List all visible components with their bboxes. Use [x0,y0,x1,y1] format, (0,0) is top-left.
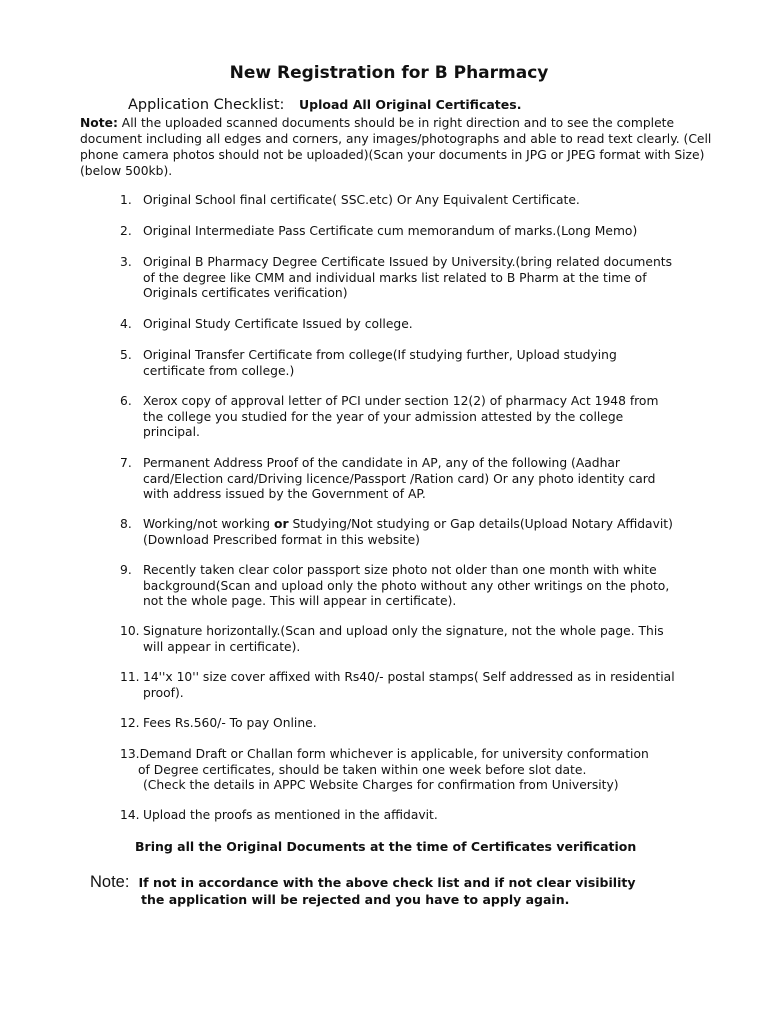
list-item-text: Original Intermediate Pass Certificate cum memorandum of marks.(Long Memo) [143,224,638,238]
list-item [120,563,680,610]
list-item-number: 6. [120,394,132,408]
list-item-number: 14. [120,808,140,822]
list-item-number: 1. [120,193,132,207]
list-item-text [120,747,680,794]
list-item-number: 11. [120,670,140,684]
list-item-number: 5. [120,348,132,362]
list-item-number: 13. [120,747,140,761]
list-item-number: 8. [120,517,132,531]
list-item-text: 14''x 10'' size cover affixed with Rs40/- postal stamps( Self addressed as in residential proof). [143,670,675,700]
final-note [90,872,690,907]
list-item-text: Recently taken clear color passport size photo not older than one month with white background(Scan and upload only the photo without any other writings on the photo, not the whole page. This will appear in certificate). [143,563,670,608]
list-item-number: 10. [120,624,140,638]
list-item-line [120,747,680,763]
list-item-text: Original School final certificate( SSC.etc) Or Any Equivalent Certificate. [143,193,580,207]
intro-note-label: Note: [80,116,118,130]
list-item-number: 7. [120,456,132,470]
list-item-text: Original Transfer Certificate from college(If studying further, Upload studying certificate from college.) [143,348,617,378]
list-item-number: 2. [120,224,132,238]
list-item-text [143,517,680,548]
list-item [120,624,680,655]
list-item-line: of Degree certificates, should be taken within one week before slot date. [138,762,587,777]
final-note-label: Note: [90,873,130,891]
bring-all-notice: Bring all the Original Documents at the time of Certificates verification [135,839,637,854]
list-item [120,193,680,209]
list-item [120,747,680,794]
list-item-number: 12. [120,716,140,730]
list-item [120,670,680,701]
final-note-line-1: If not in accordance with the above check list and if not clear visibility [138,875,636,890]
list-item-text: Fees Rs.560/- To pay Online. [143,716,317,730]
list-item-text: Signature horizontally.(Scan and upload only the signature, not the whole page. This will appear in certificate). [143,624,664,654]
list-item-text: Xerox copy of approval letter of PCI under section 12(2) of pharmacy Act 1948 from the college you studied for the year of your admission attested by the college principal. [143,394,659,439]
list-item-text: Original Study Certificate Issued by college. [143,317,413,331]
page-title: New Registration for B Pharmacy [229,63,549,83]
list-item-text: Permanent Address Proof of the candidate in AP, any of the following (Aadhar card/Election card/Driving licence/Passport /Ration card) Or any photo identity card with address issued by the Government of AP. [143,456,656,501]
list-item-text-part: Studying/Not studying or Gap details(Upload Notary Affidavit)(Download Prescribed format in this website) [143,517,673,547]
list-item-text: Upload the proofs as mentioned in the affidavit. [143,808,438,822]
list-item-number: 4. [120,317,132,331]
list-item [120,348,680,379]
intro-note [80,115,720,179]
list-item [120,808,680,824]
list-item-line: (Check the details in APPC Website Charges for confirmation from University) [143,778,619,792]
list-item [120,394,680,441]
list-item [120,716,680,732]
final-note-line-2: the application will be rejected and you have to apply again. [141,892,570,907]
list-item-text: Original B Pharmacy Degree Certificate Issued by University.(bring related documents of the degree like CMM and individual marks list related to B Pharm at the time of Originals certificates verification) [143,255,672,300]
list-item [120,224,680,240]
list-item [120,317,680,333]
list-item [120,255,680,302]
list-item-text-part: Working/not working [143,517,275,531]
intro-note-text: All the uploaded scanned documents should be in right direction and to see the complete document including all edges and corners, any images/photographs and able to read text clearly. (Cell phone camera photos should not be uploaded)(Scan your documents in JPG or JPEG format with Size)(below 500kb). [80,116,712,178]
list-item-number: 9. [120,563,132,577]
checklist-heading-label: Application Checklist: [128,97,285,113]
list-item-number: 3. [120,255,132,269]
checklist-heading [128,97,521,113]
list-item [120,456,680,503]
list-item-text-bold: or [274,517,289,531]
checklist-subheading: Upload All Original Certificates. [299,97,522,112]
list-item [120,517,680,548]
list-item-line-text: Demand Draft or Challan form whichever is applicable, for university conformation [139,747,649,761]
